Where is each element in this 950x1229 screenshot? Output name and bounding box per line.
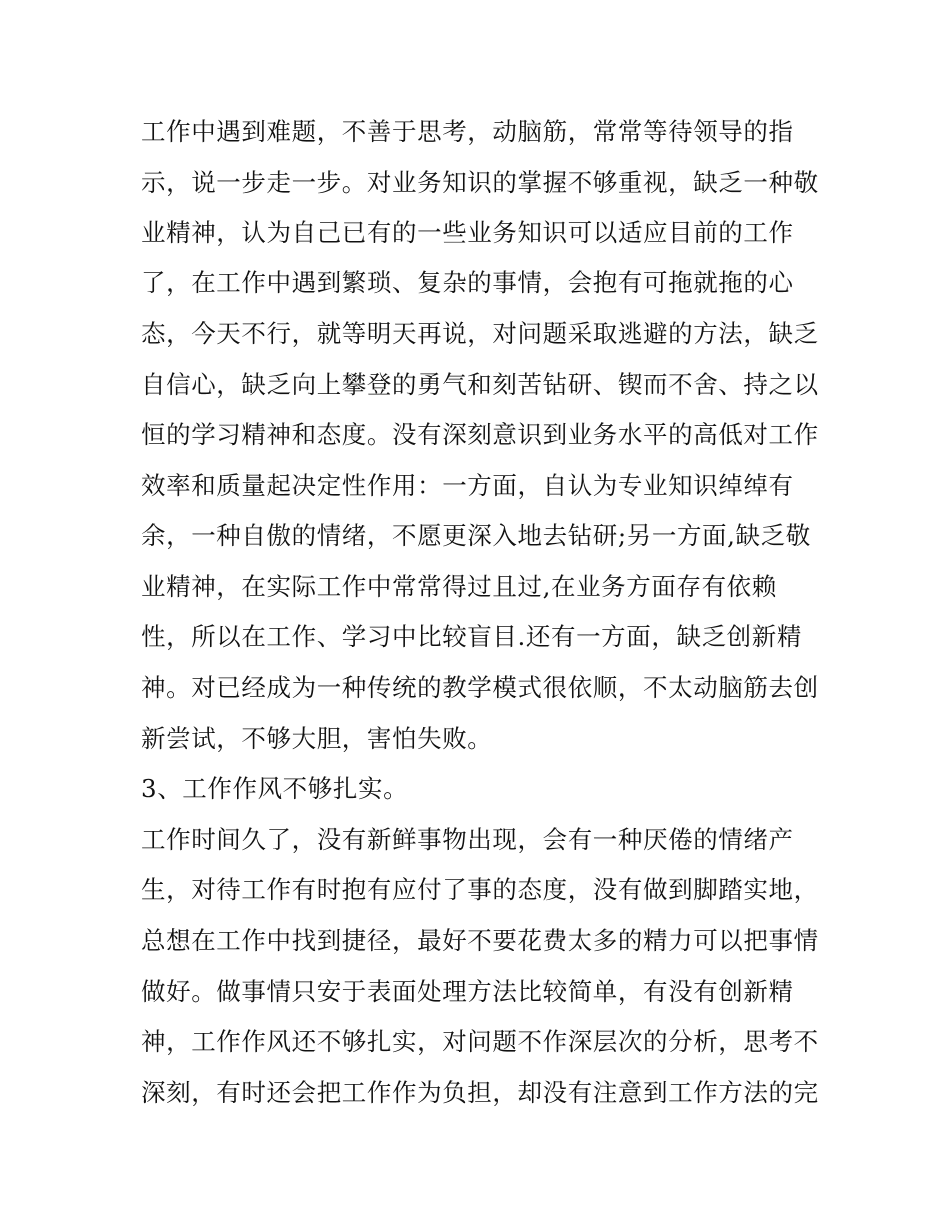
text-line: 效率和质量起决定性作用：一方面，自认为专业知识绰绰有	[141, 471, 794, 500]
text-line: 深刻，有时还会把工作作为负担，却没有注意到工作方法的完	[141, 1078, 819, 1107]
text-line: 工作中遇到难题，不善于思考，动脑筋，常常等待领导的指	[141, 117, 794, 146]
section-heading: 3、工作作风不够扎实。	[141, 774, 409, 803]
text-line: 恒的学习精神和态度。没有深刻意识到业务水平的高低对工作	[141, 420, 819, 449]
text-line: 态，今天不行，就等明天再说，对问题采取逃避的方法，缺乏	[141, 319, 819, 348]
text-line: 神，工作作风还不够扎实，对问题不作深层次的分析，思考不	[141, 1027, 819, 1056]
text-line: 工作时间久了，没有新鲜事物出现，会有一种厌倦的情绪产	[141, 825, 794, 854]
text-line: 总想在工作中找到捷径，最好不要花费太多的精力可以把事情	[141, 926, 819, 955]
text-line: 性，所以在工作、学习中比较盲目.还有一方面，缺乏创新精	[141, 622, 802, 651]
text-line: 自信心，缺乏向上攀登的勇气和刻苦钻研、锲而不舍、持之以	[141, 370, 819, 399]
text-line: 做好。做事情只安于表面处理方法比较简单，有没有创新精	[141, 977, 794, 1006]
text-line: 新尝试，不够大胆，害怕失败。	[141, 724, 493, 753]
text-line: 了，在工作中遇到繁琐、复杂的事情，会抱有可拖就拖的心	[141, 268, 794, 297]
text-line: 示，说一步走一步。对业务知识的掌握不够重视，缺乏一种敬	[141, 168, 819, 197]
text-line: 业精神，在实际工作中常常得过且过,在业务方面存有依赖	[141, 572, 777, 601]
text-line: 生，对待工作有时抱有应付了事的态度，没有做到脚踏实地，	[141, 875, 819, 904]
text-line: 余，一种自傲的情绪，不愿更深入地去钻研;另一方面,缺乏敬	[141, 521, 811, 550]
text-line: 业精神，认为自己已有的一些业务知识可以适应目前的工作	[141, 218, 794, 247]
text-line: 神。对已经成为一种传统的教学模式很依顺，不太动脑筋去创	[141, 673, 819, 702]
